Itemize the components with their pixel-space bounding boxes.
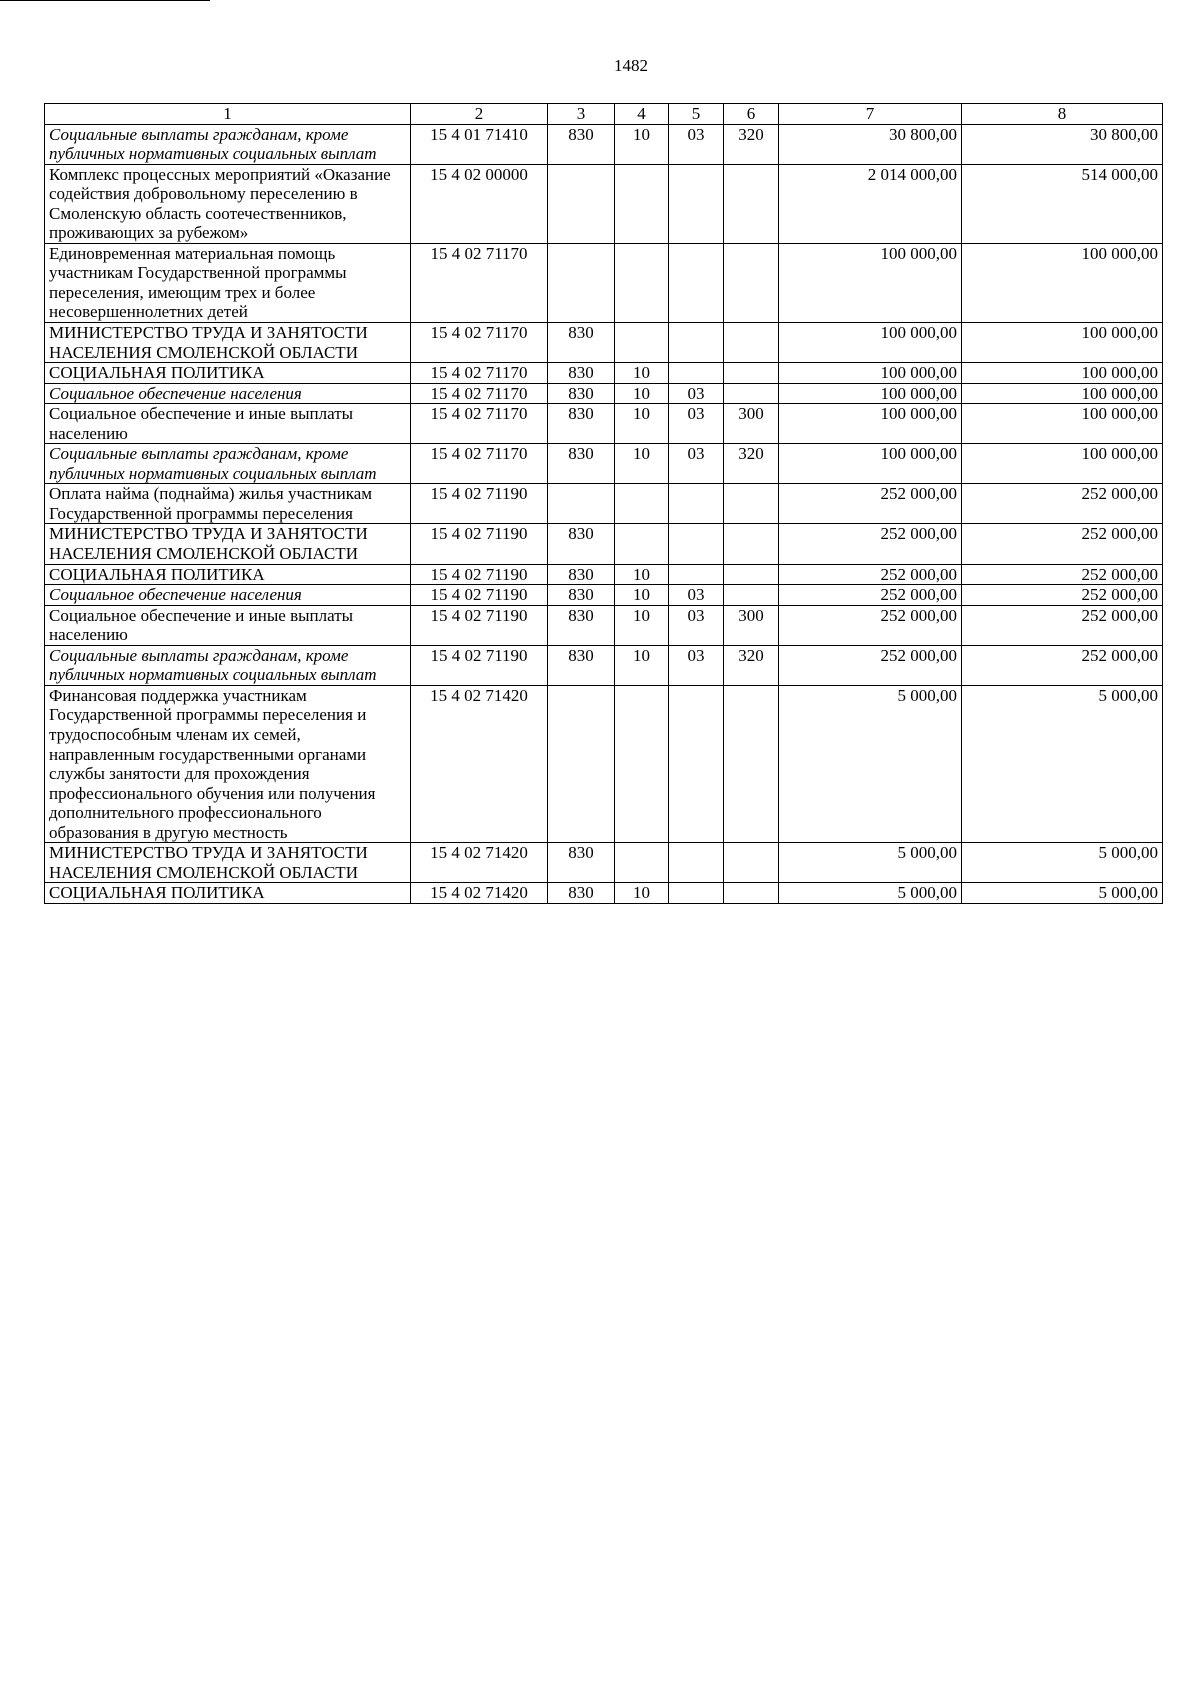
expense-type-cell <box>724 883 779 904</box>
amount-year-2-cell: 100 000,00 <box>962 444 1163 484</box>
section-code-cell: 10 <box>615 444 669 484</box>
amount-year-2-cell: 5 000,00 <box>962 685 1163 842</box>
amount-year-1-cell: 252 000,00 <box>779 645 962 685</box>
target-article-cell: 15 4 02 00000 <box>411 164 548 243</box>
expense-type-cell <box>724 843 779 883</box>
main-manager-cell: 830 <box>548 564 615 585</box>
header-col-5: 5 <box>669 104 724 125</box>
subsection-code-cell <box>669 685 724 842</box>
scan-edge-line <box>0 0 210 1</box>
expense-type-cell <box>724 164 779 243</box>
table-row <box>45 484 1163 524</box>
amount-year-1-cell: 252 000,00 <box>779 585 962 606</box>
main-manager-cell: 830 <box>548 124 615 164</box>
amount-year-2-cell: 100 000,00 <box>962 323 1163 363</box>
target-article-cell: 15 4 02 71420 <box>411 883 548 904</box>
target-article-cell: 15 4 02 71170 <box>411 404 548 444</box>
row-name-cell: СОЦИАЛЬНАЯ ПОЛИТИКА <box>45 883 411 904</box>
amount-year-1-cell: 100 000,00 <box>779 363 962 384</box>
main-manager-cell: 830 <box>548 605 615 645</box>
section-code-cell <box>615 484 669 524</box>
main-manager-cell <box>548 164 615 243</box>
section-code-cell: 10 <box>615 383 669 404</box>
target-article-cell: 15 4 02 71420 <box>411 685 548 842</box>
subsection-code-cell <box>669 363 724 384</box>
amount-year-1-cell: 252 000,00 <box>779 484 962 524</box>
subsection-code-cell: 03 <box>669 645 724 685</box>
amount-year-2-cell: 100 000,00 <box>962 383 1163 404</box>
row-name-cell: МИНИСТЕРСТВО ТРУДА И ЗАНЯТОСТИ НАСЕЛЕНИЯ СМОЛЕНСКОЙ ОБЛАСТИ <box>45 524 411 564</box>
section-code-cell <box>615 243 669 322</box>
table-row <box>45 685 1163 842</box>
target-article-cell: 15 4 02 71170 <box>411 243 548 322</box>
subsection-code-cell: 03 <box>669 124 724 164</box>
main-manager-cell: 830 <box>548 843 615 883</box>
table-row <box>45 883 1163 904</box>
amount-year-2-cell: 30 800,00 <box>962 124 1163 164</box>
subsection-code-cell <box>669 883 724 904</box>
main-manager-cell: 830 <box>548 883 615 904</box>
target-article-cell: 15 4 02 71170 <box>411 383 548 404</box>
amount-year-2-cell: 5 000,00 <box>962 883 1163 904</box>
expense-type-cell <box>724 524 779 564</box>
header-col-6: 6 <box>724 104 779 125</box>
subsection-code-cell: 03 <box>669 444 724 484</box>
main-manager-cell: 830 <box>548 363 615 384</box>
subsection-code-cell: 03 <box>669 585 724 606</box>
expense-type-cell <box>724 383 779 404</box>
expense-type-cell <box>724 363 779 384</box>
header-col-7: 7 <box>779 104 962 125</box>
table-row <box>45 564 1163 585</box>
row-name-cell: Социальное обеспечение и иные выплаты населению <box>45 404 411 444</box>
table-row <box>45 243 1163 322</box>
section-code-cell <box>615 524 669 564</box>
subsection-code-cell <box>669 843 724 883</box>
header-col-4: 4 <box>615 104 669 125</box>
table-row <box>45 404 1163 444</box>
subsection-code-cell: 03 <box>669 383 724 404</box>
section-code-cell: 10 <box>615 645 669 685</box>
amount-year-2-cell: 252 000,00 <box>962 585 1163 606</box>
amount-year-2-cell: 252 000,00 <box>962 484 1163 524</box>
header-col-3: 3 <box>548 104 615 125</box>
row-name-cell: Оплата найма (поднайма) жилья участникам Государственной программы переселения <box>45 484 411 524</box>
amount-year-1-cell: 100 000,00 <box>779 323 962 363</box>
target-article-cell: 15 4 02 71190 <box>411 645 548 685</box>
amount-year-1-cell: 100 000,00 <box>779 444 962 484</box>
amount-year-1-cell: 100 000,00 <box>779 404 962 444</box>
row-name-cell: Финансовая поддержка участникам Государственной программы переселения и трудоспособным членам их семей, направленным государственными органами службы занятости для прохождения профессионального обучения или получения дополнительного профессионального образования в другую местность <box>45 685 411 842</box>
expense-type-cell <box>724 323 779 363</box>
row-name-cell: Социальные выплаты гражданам, кроме публичных нормативных социальных выплат <box>45 444 411 484</box>
amount-year-2-cell: 100 000,00 <box>962 243 1163 322</box>
header-col-2: 2 <box>411 104 548 125</box>
section-code-cell: 10 <box>615 564 669 585</box>
expense-type-cell: 300 <box>724 605 779 645</box>
section-code-cell <box>615 843 669 883</box>
section-code-cell <box>615 323 669 363</box>
target-article-cell: 15 4 02 71170 <box>411 444 548 484</box>
expense-type-cell: 320 <box>724 124 779 164</box>
amount-year-2-cell: 5 000,00 <box>962 843 1163 883</box>
table-row <box>45 524 1163 564</box>
target-article-cell: 15 4 01 71410 <box>411 124 548 164</box>
row-name-cell: Социальные выплаты гражданам, кроме публичных нормативных социальных выплат <box>45 124 411 164</box>
section-code-cell <box>615 164 669 243</box>
target-article-cell: 15 4 02 71190 <box>411 484 548 524</box>
table-header-row <box>45 104 1163 125</box>
table-row <box>45 363 1163 384</box>
section-code-cell <box>615 685 669 842</box>
main-manager-cell: 830 <box>548 444 615 484</box>
main-manager-cell <box>548 685 615 842</box>
expense-type-cell <box>724 585 779 606</box>
amount-year-1-cell: 252 000,00 <box>779 605 962 645</box>
amount-year-1-cell: 252 000,00 <box>779 524 962 564</box>
target-article-cell: 15 4 02 71190 <box>411 564 548 585</box>
expense-type-cell: 300 <box>724 404 779 444</box>
amount-year-2-cell: 252 000,00 <box>962 645 1163 685</box>
row-name-cell: СОЦИАЛЬНАЯ ПОЛИТИКА <box>45 564 411 585</box>
subsection-code-cell <box>669 484 724 524</box>
target-article-cell: 15 4 02 71190 <box>411 585 548 606</box>
table-row <box>45 843 1163 883</box>
section-code-cell: 10 <box>615 124 669 164</box>
subsection-code-cell <box>669 243 724 322</box>
subsection-code-cell: 03 <box>669 404 724 444</box>
amount-year-2-cell: 514 000,00 <box>962 164 1163 243</box>
amount-year-1-cell: 5 000,00 <box>779 843 962 883</box>
main-manager-cell: 830 <box>548 404 615 444</box>
amount-year-1-cell: 5 000,00 <box>779 883 962 904</box>
main-manager-cell: 830 <box>548 645 615 685</box>
target-article-cell: 15 4 02 71170 <box>411 323 548 363</box>
page-number: 1482 <box>614 56 648 75</box>
header-col-1: 1 <box>45 104 411 125</box>
subsection-code-cell <box>669 564 724 585</box>
expense-type-cell <box>724 685 779 842</box>
section-code-cell: 10 <box>615 605 669 645</box>
target-article-cell: 15 4 02 71170 <box>411 363 548 384</box>
table-body <box>45 124 1163 903</box>
amount-year-1-cell: 100 000,00 <box>779 383 962 404</box>
amount-year-2-cell: 252 000,00 <box>962 564 1163 585</box>
row-name-cell: СОЦИАЛЬНАЯ ПОЛИТИКА <box>45 363 411 384</box>
row-name-cell: Социальное обеспечение населения <box>45 383 411 404</box>
expense-type-cell <box>724 484 779 524</box>
expense-type-cell <box>724 243 779 322</box>
row-name-cell: Единовременная материальная помощь участникам Государственной программы переселения, имеющим трех и более несовершеннолетних детей <box>45 243 411 322</box>
table-row <box>45 444 1163 484</box>
expense-type-cell: 320 <box>724 444 779 484</box>
main-manager-cell <box>548 243 615 322</box>
target-article-cell: 15 4 02 71190 <box>411 605 548 645</box>
amount-year-1-cell: 100 000,00 <box>779 243 962 322</box>
amount-year-1-cell: 5 000,00 <box>779 685 962 842</box>
table-row <box>45 124 1163 164</box>
section-code-cell: 10 <box>615 585 669 606</box>
section-code-cell: 10 <box>615 404 669 444</box>
table-row <box>45 164 1163 243</box>
row-name-cell: Комплекс процессных мероприятий «Оказание содействия добровольному переселению в Смоленскую область соотечественников, проживающих за рубежом» <box>45 164 411 243</box>
expense-type-cell <box>724 564 779 585</box>
subsection-code-cell: 03 <box>669 605 724 645</box>
amount-year-1-cell: 30 800,00 <box>779 124 962 164</box>
section-code-cell: 10 <box>615 883 669 904</box>
target-article-cell: 15 4 02 71420 <box>411 843 548 883</box>
budget-table <box>44 103 1163 904</box>
table-row <box>45 605 1163 645</box>
subsection-code-cell <box>669 524 724 564</box>
amount-year-2-cell: 252 000,00 <box>962 605 1163 645</box>
main-manager-cell: 830 <box>548 524 615 564</box>
section-code-cell: 10 <box>615 363 669 384</box>
table-row <box>45 323 1163 363</box>
amount-year-2-cell: 252 000,00 <box>962 524 1163 564</box>
amount-year-1-cell: 2 014 000,00 <box>779 164 962 243</box>
amount-year-1-cell: 252 000,00 <box>779 564 962 585</box>
row-name-cell: МИНИСТЕРСТВО ТРУДА И ЗАНЯТОСТИ НАСЕЛЕНИЯ СМОЛЕНСКОЙ ОБЛАСТИ <box>45 323 411 363</box>
target-article-cell: 15 4 02 71190 <box>411 524 548 564</box>
row-name-cell: Социальное обеспечение населения <box>45 585 411 606</box>
row-name-cell: Социальные выплаты гражданам, кроме публичных нормативных социальных выплат <box>45 645 411 685</box>
expense-type-cell: 320 <box>724 645 779 685</box>
main-manager-cell <box>548 484 615 524</box>
amount-year-2-cell: 100 000,00 <box>962 404 1163 444</box>
main-manager-cell: 830 <box>548 323 615 363</box>
header-col-8: 8 <box>962 104 1163 125</box>
main-manager-cell: 830 <box>548 383 615 404</box>
table-row <box>45 383 1163 404</box>
table-row <box>45 645 1163 685</box>
amount-year-2-cell: 100 000,00 <box>962 363 1163 384</box>
row-name-cell: МИНИСТЕРСТВО ТРУДА И ЗАНЯТОСТИ НАСЕЛЕНИЯ СМОЛЕНСКОЙ ОБЛАСТИ <box>45 843 411 883</box>
main-manager-cell: 830 <box>548 585 615 606</box>
table-row <box>45 585 1163 606</box>
subsection-code-cell <box>669 323 724 363</box>
subsection-code-cell <box>669 164 724 243</box>
row-name-cell: Социальное обеспечение и иные выплаты населению <box>45 605 411 645</box>
